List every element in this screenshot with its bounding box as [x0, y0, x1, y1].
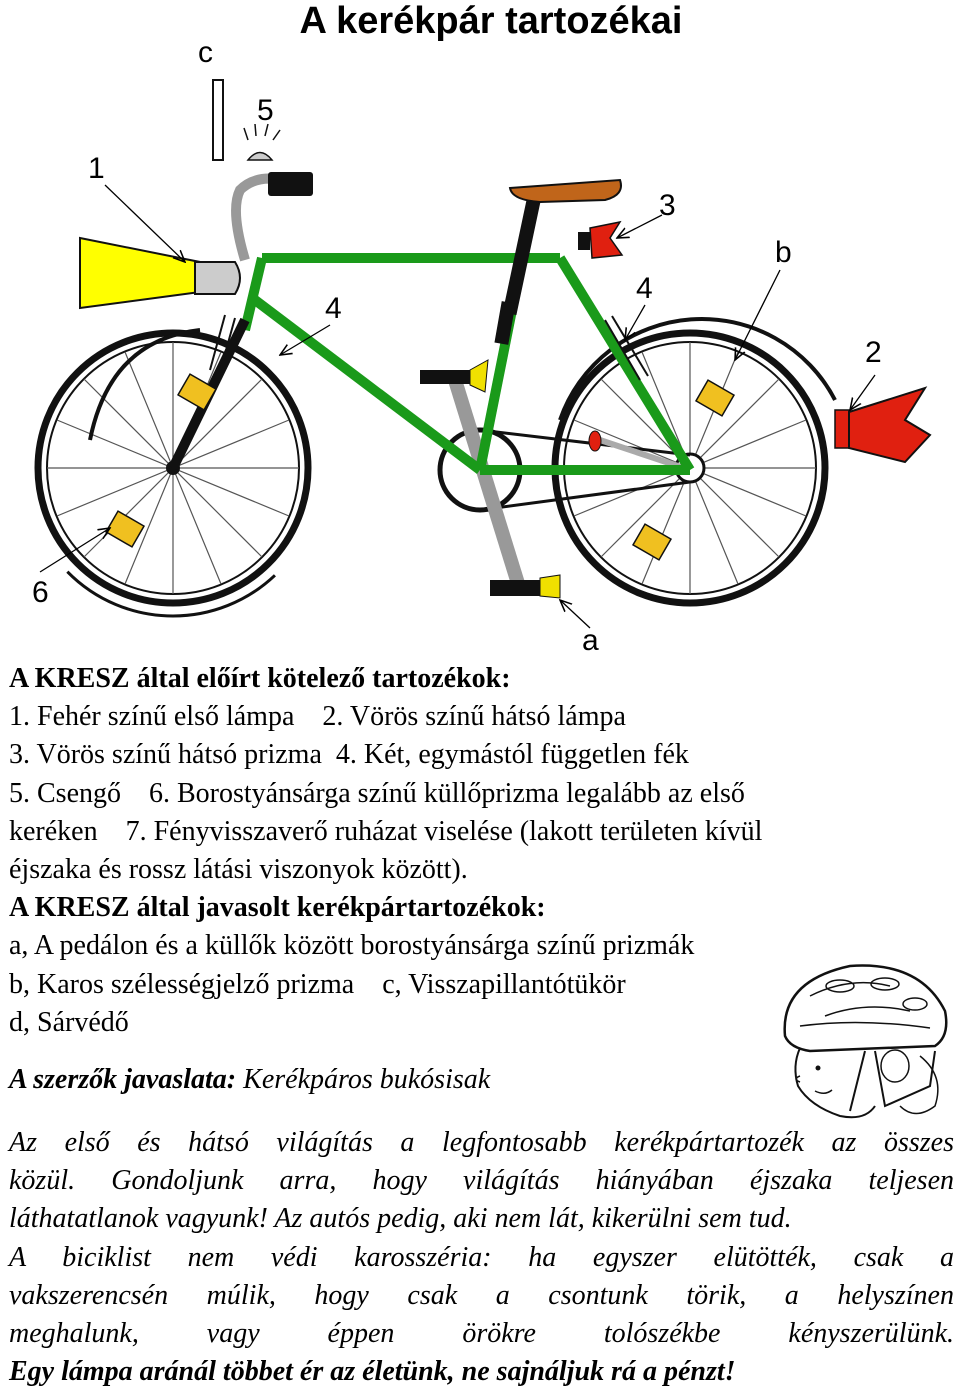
- saddle: [510, 180, 621, 202]
- paragraph-line-6: meghalunk, vagy éppen örökre tolószékbe kényszerülünk.: [9, 1317, 954, 1349]
- mandatory-heading: A KRESZ által előírt kötelező tartozékok:: [9, 663, 511, 694]
- label-a: a: [582, 624, 599, 657]
- safety-paragraph: [9, 1124, 954, 1391]
- label-b: b: [775, 236, 792, 269]
- mandatory-item-6-cont: keréken: [9, 815, 98, 847]
- label-1: 1: [88, 152, 105, 185]
- mandatory-item-6: 6. Borostyánsárga színű küllőprizma legalább az első: [149, 777, 745, 809]
- authors-text: Kerékpáros bukósisak: [243, 1063, 491, 1095]
- paragraph-line-5: vakszerencsén múlik, hogy csak a csontunk törik, a helyszínen: [9, 1279, 954, 1311]
- mandatory-item-7: 7. Fényvisszaverő ruházat viselése (lakott területen kívül: [125, 815, 763, 847]
- page-title: A kerékpár tartozékai: [299, 0, 683, 42]
- mirror-stalk: [213, 80, 223, 160]
- label-3: 3: [659, 189, 676, 222]
- paragraph-conclusion: Egy lámpa aránál többet ér az életünk, ne sajnáljuk rá a pénzt!: [9, 1356, 736, 1388]
- rear-wheel: [555, 319, 835, 603]
- rear-light: [835, 388, 930, 462]
- mandatory-item-4: 4. Két, egymástól független fék: [335, 739, 689, 771]
- label-5: 5: [257, 94, 274, 127]
- label-4-left: 4: [325, 292, 342, 325]
- mandatory-item-7-cont: éjszaka és rossz látási viszonyok között).: [9, 853, 468, 885]
- suggested-item-a: a, A pedálon és a küllők között borostyánsárga színű prizmák: [9, 930, 695, 962]
- rear-reflector: [578, 222, 622, 258]
- suggested-heading: A KRESZ által javasolt kerékpártartozékok:: [9, 892, 546, 924]
- label-2: 2: [865, 336, 882, 369]
- front-light: [80, 238, 240, 308]
- paragraph-line-4: A biciklist nem védi karosszéria: ha egyszer elütötték, csak a: [9, 1241, 954, 1273]
- suggested-item-c: c, Visszapillantótükör: [382, 968, 626, 1000]
- mandatory-item-2: 2. Vörös színű hátsó lámpa: [322, 701, 626, 733]
- paragraph-line-1: Az első és hátsó világítás a legfontosabb kerékpártartozék az összes: [9, 1127, 954, 1158]
- label-6: 6: [32, 576, 49, 609]
- label-c: c: [198, 40, 213, 69]
- paragraph-line-2: közül. Gondoljunk arra, hogy világítás hiányában éjszaka teljesen: [9, 1165, 954, 1197]
- authors-label: A szerzők javaslata:: [9, 1063, 237, 1095]
- suggested-item-d: d, Sárvédő: [9, 1006, 129, 1038]
- mandatory-item-5: 5. Csengő: [9, 777, 121, 809]
- helmet-illustration: [770, 956, 956, 1128]
- bell: [248, 153, 272, 161]
- bicycle-illustration: [0, 40, 960, 660]
- paragraph-line-3: láthatatlanok vagyunk! Az autós pedig, aki nem lát, kikerülni sem tud.: [9, 1203, 792, 1235]
- suggested-item-b: b, Karos szélességjelző prizma: [9, 968, 355, 1000]
- mandatory-item-3: 3. Vörös színű hátsó prizma: [9, 739, 322, 771]
- mandatory-item-1: 1. Fehér színű első lámpa: [9, 701, 295, 733]
- label-4-right: 4: [636, 272, 653, 305]
